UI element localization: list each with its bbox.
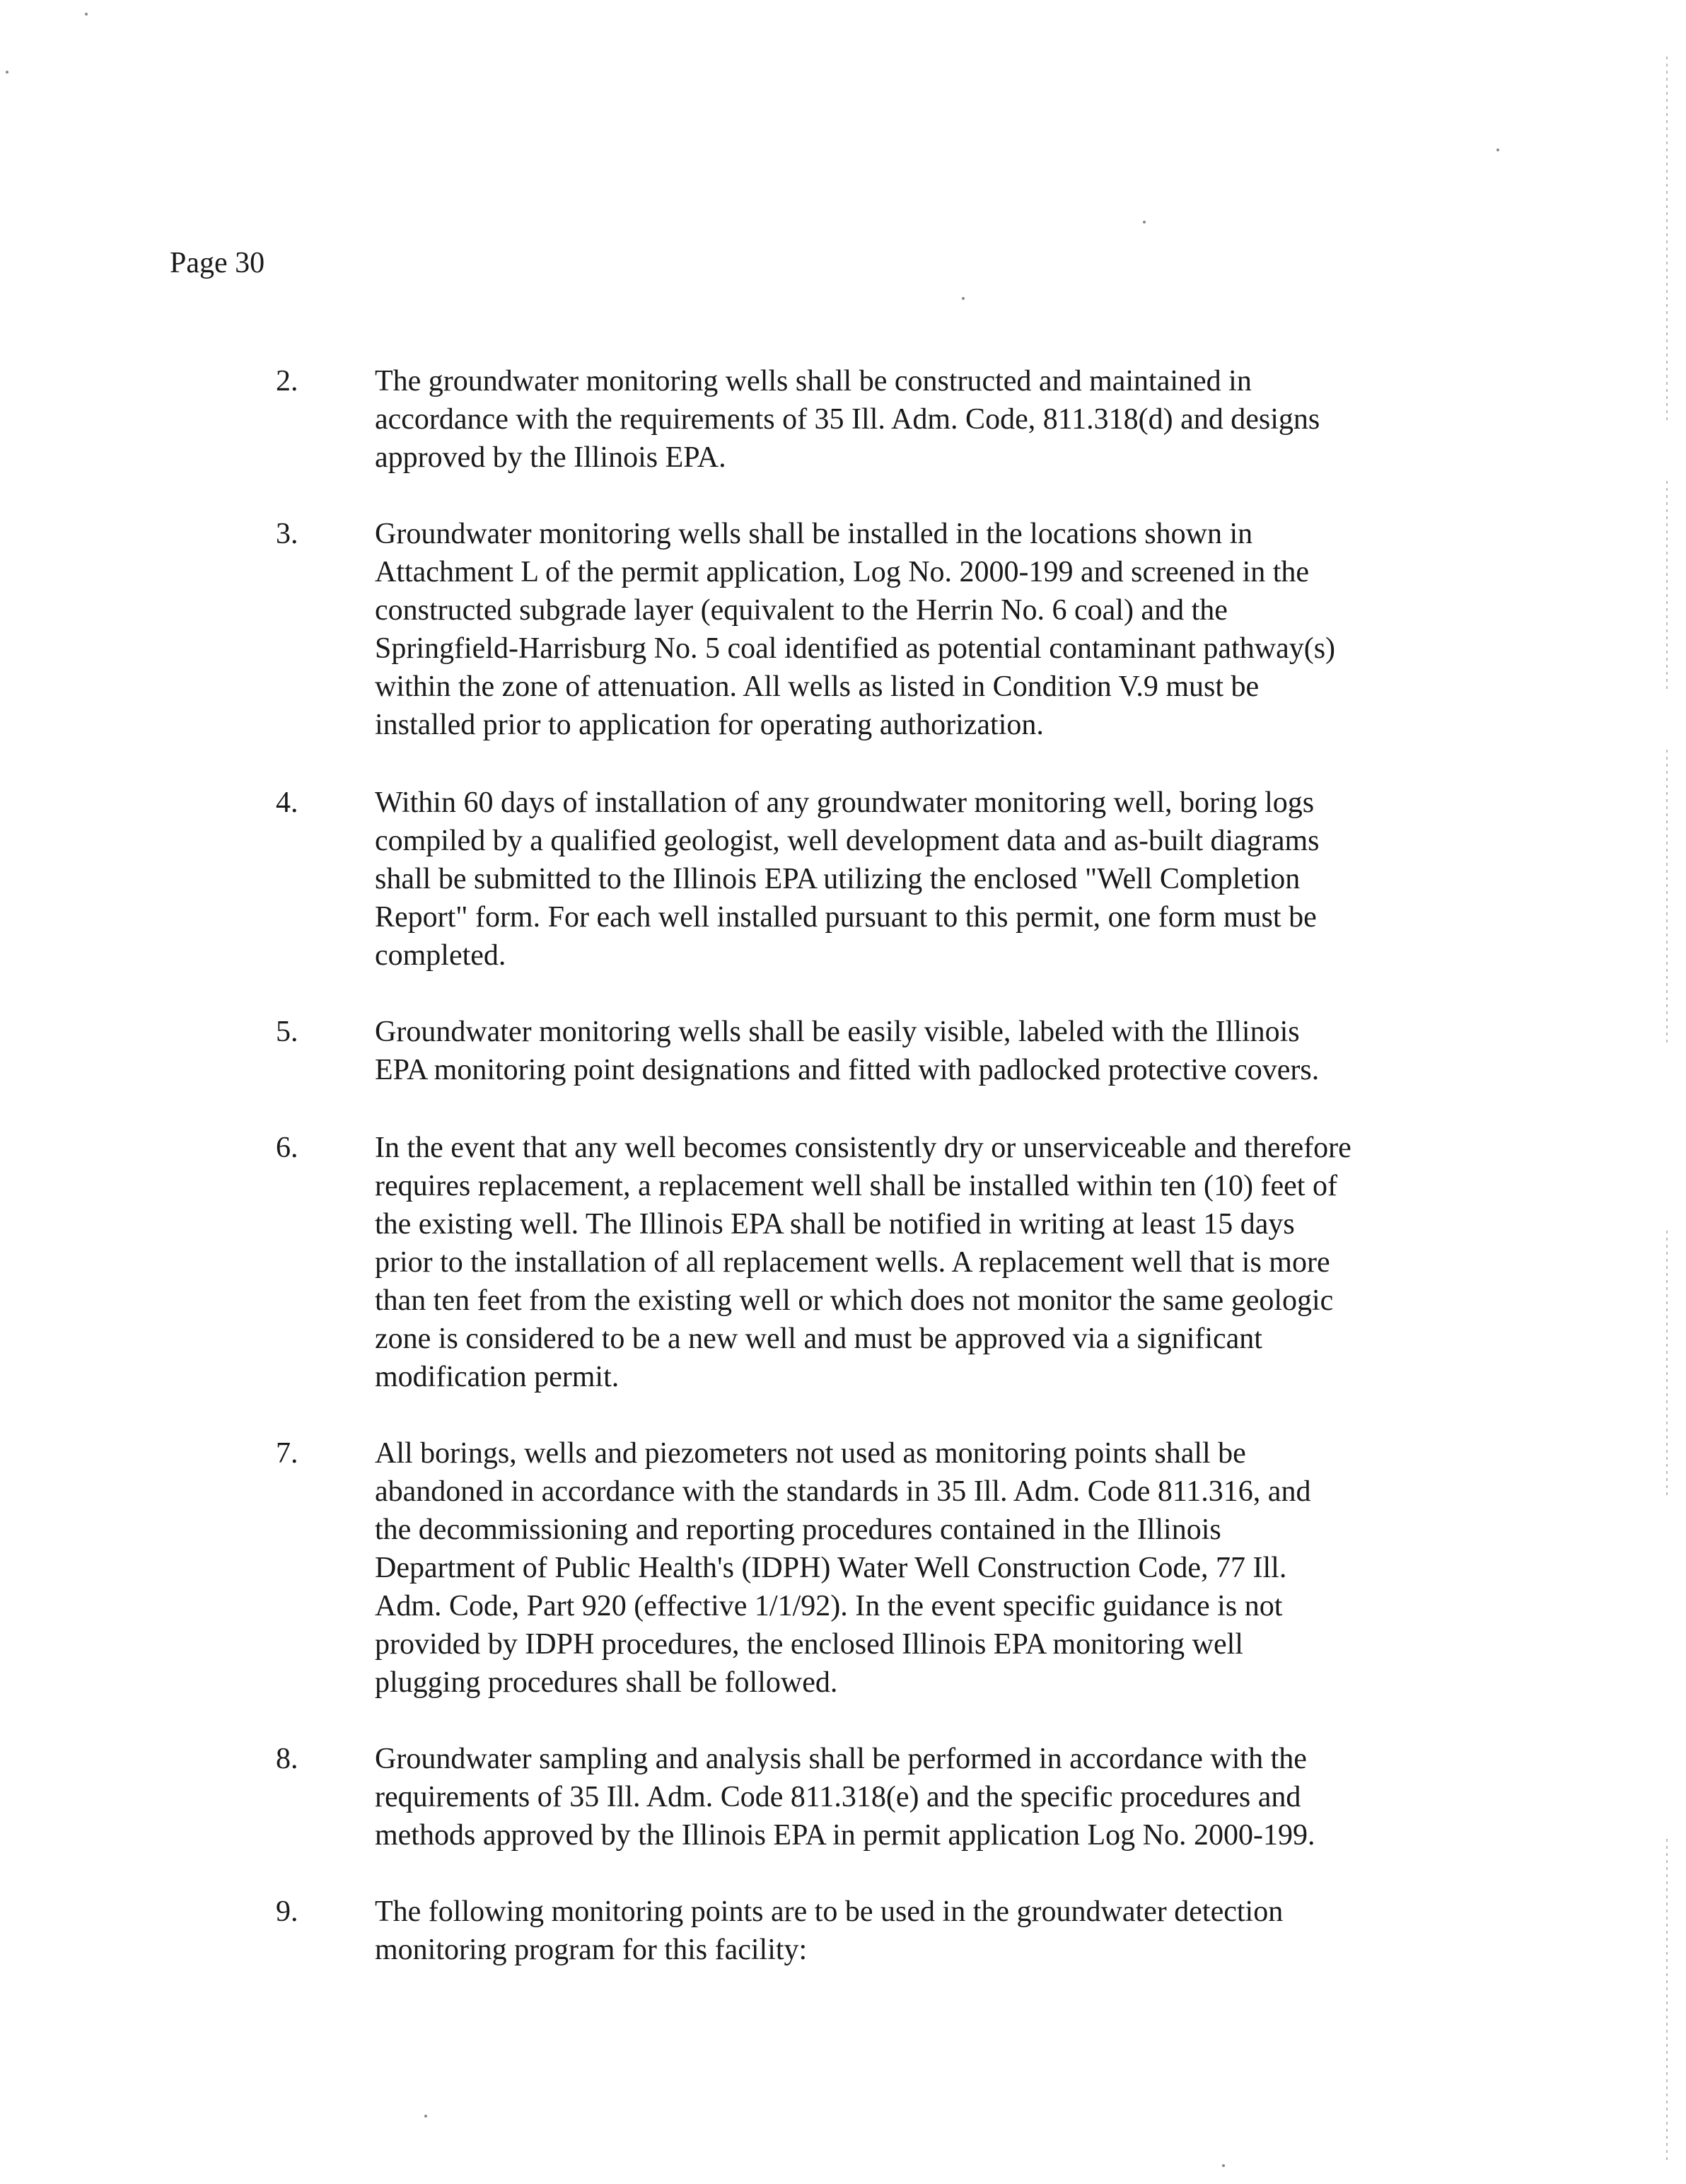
item-text: Groundwater monitoring wells shall be easily visible, labeled with the Illinois EPA monitoring point designations and fitted with padlocked protective covers. xyxy=(375,1016,1320,1086)
scan-speck xyxy=(1222,2164,1225,2167)
item-text: In the event that any well becomes consistently dry or unserviceable and therefore requires replacement, a replacement well shall be installed within ten (10) feet of the existing well. The Illinois EPA shall be notified in writing at least 15 days prior to the installation of all replacement wells. A replacement well that is more than ten feet from the existing well or which does not monitor the same geologic zone is considered to be a new well and must be approved via a significant modification permit. xyxy=(375,1132,1351,1393)
item-number: 7. xyxy=(276,1437,298,1470)
item-number: 2. xyxy=(276,365,298,397)
item-number: 5. xyxy=(276,1016,298,1048)
scan-edge-artifact xyxy=(1666,481,1668,693)
scan-speck xyxy=(6,71,8,74)
page-header: Page 30 xyxy=(170,247,265,279)
scan-speck xyxy=(1496,149,1499,151)
scan-speck xyxy=(424,2115,427,2118)
item-number: 6. xyxy=(276,1132,298,1164)
scan-edge-artifact xyxy=(1666,1839,1668,2164)
item-number: 8. xyxy=(276,1743,298,1775)
item-text: Groundwater monitoring wells shall be installed in the locations shown in Attachment L of the permit application, Log No. 2000-199 and screened in the constructed subgrade layer (equivalent to the Herrin No. 6 coal) and the Springfield-Harrisburg No. 5 coal identified as potential contaminant pathway(s) within the zone of attenuation. All wells as listed in Condition V.9 must be installed prior to application for operating authorization. xyxy=(375,518,1336,741)
item-text: Within 60 days of installation of any groundwater monitoring well, boring logs compiled by a qualified geologist, well development data and as-built diagrams shall be submitted to the Illinois EPA utilizing the enclosed "Well Completion Report" form. For each well installed pursuant to this permit, one form must be completed. xyxy=(375,786,1320,972)
scan-edge-artifact xyxy=(1666,1231,1668,1499)
item-number: 4. xyxy=(276,786,298,819)
scan-speck xyxy=(85,13,88,16)
item-text: The following monitoring points are to be used in the groundwater detection monitoring program for this facility: xyxy=(375,1895,1284,1966)
item-text: The groundwater monitoring wells shall be constructed and maintained in accordance with the requirements of 35 Ill. Adm. Code, 811.318(d) and designs approved by the Illinois EPA. xyxy=(375,365,1320,474)
item-text: Groundwater sampling and analysis shall be performed in accordance with the requirements of 35 Ill. Adm. Code 811.318(e) and the specific procedures and methods approved by the Illinois EPA in permit application Log No. 2000-199. xyxy=(375,1743,1315,1852)
item-text: All borings, wells and piezometers not used as monitoring points shall be abandoned in accordance with the standards in 35 Ill. Adm. Code 811.316, and the decommissioning and reporting procedures contained in the Illinois Department of Public Health's (IDPH) Water Well Construction Code, 77 Ill. Adm. Code, Part 920 (effective 1/1/92). In the event specific guidance is not provided by IDPH procedures, the enclosed Illinois EPA monitoring well plugging procedures shall be followed. xyxy=(375,1437,1311,1699)
scan-speck xyxy=(1143,221,1146,223)
item-number: 3. xyxy=(276,518,298,550)
scan-speck xyxy=(962,297,965,300)
scan-edge-artifact xyxy=(1666,57,1668,424)
item-number: 9. xyxy=(276,1895,298,1928)
scan-edge-artifact xyxy=(1666,750,1668,1047)
